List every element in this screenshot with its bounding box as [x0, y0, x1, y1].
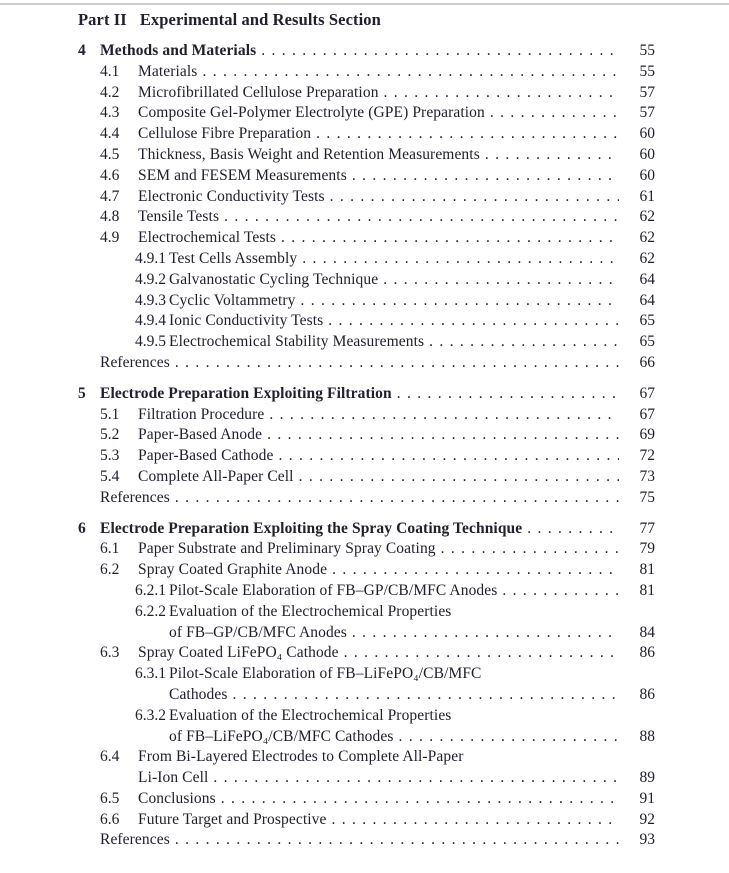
page-number: 91	[639, 789, 655, 807]
toc-entry-row	[78, 249, 655, 270]
dot-leader	[344, 643, 619, 664]
toc-entry-row	[78, 643, 655, 664]
part-header	[78, 9, 655, 31]
entry-title: Electrode Preparation Exploiting Filtration	[100, 384, 392, 402]
page-number: 62	[639, 249, 655, 267]
dot-leader	[269, 405, 619, 426]
page-number: 66	[639, 353, 655, 371]
page-number: 69	[639, 426, 655, 444]
toc-entry-row	[78, 166, 655, 187]
page-number: 64	[639, 270, 655, 288]
toc-entry-row	[78, 291, 655, 312]
entry-title: References	[100, 353, 170, 371]
entry-title: Microfibrillated Cellulose Preparation	[138, 83, 379, 101]
entry-number: 4.9	[100, 229, 120, 247]
page-number: 61	[639, 187, 655, 205]
toc-entry-row	[78, 768, 655, 789]
page-number: 60	[639, 166, 655, 184]
entry-title: SEM and FESEM Measurements	[138, 166, 347, 184]
dot-leader	[328, 311, 619, 332]
entry-title: Pilot-Scale Elaboration of FB–LiFePO₄/CB/MFC	[169, 665, 482, 683]
toc-entry-row	[78, 187, 655, 208]
page-number: 62	[639, 229, 655, 247]
toc-entry-row	[78, 747, 655, 768]
page-number: 73	[639, 467, 655, 485]
dot-leader	[384, 83, 619, 104]
entry-title: Evaluation of the Electrochemical Properties	[169, 602, 452, 620]
dot-leader	[429, 332, 619, 353]
page-number: 57	[639, 83, 655, 101]
toc-chapter-row	[78, 519, 655, 540]
dot-leader	[281, 228, 619, 249]
entry-title: of FB–GP/CB/MFC Anodes	[169, 623, 347, 641]
entry-number: 6.6	[100, 810, 120, 828]
entry-number: 4.4	[100, 125, 120, 143]
entry-title: Filtration Procedure	[138, 405, 265, 423]
toc-entry-row	[78, 602, 655, 623]
entry-number: 6.2.1	[135, 581, 166, 599]
dot-leader	[441, 539, 619, 560]
entry-number: 4.5	[100, 145, 120, 163]
toc-entry-row	[78, 270, 655, 291]
entry-title: Evaluation of the Electrochemical Properties	[169, 706, 452, 724]
entry-title: Ionic Conductivity Tests	[169, 312, 324, 330]
entry-title: Spray Coated LiFePO₄ Cathode	[138, 644, 339, 662]
entry-number: 4.9.3	[135, 291, 166, 309]
entry-title: Paper-Based Anode	[138, 426, 263, 444]
toc-entry-row	[78, 446, 655, 467]
entry-number: 6	[78, 519, 86, 537]
entry-title: Pilot-Scale Elaboration of FB–GP/CB/MFC Anodes	[169, 581, 498, 599]
page-number: 79	[639, 540, 655, 558]
dot-leader	[485, 145, 619, 166]
page-number: 62	[639, 208, 655, 226]
entry-number: 5.2	[100, 426, 120, 444]
entry-number: 4.3	[100, 104, 120, 122]
toc-entry-row	[78, 311, 655, 332]
dot-leader	[224, 207, 619, 228]
entry-number: 6.3.1	[135, 665, 166, 683]
part-title: Experimental and Results Section	[139, 10, 381, 29]
page-number: 92	[639, 810, 655, 828]
entry-title: Li-Ion Cell	[138, 769, 209, 787]
entry-number: 5	[78, 384, 86, 402]
entry-number: 4.7	[100, 187, 120, 205]
entry-number: 4.9.1	[135, 249, 166, 267]
entry-number: 6.4	[100, 748, 120, 766]
dot-leader	[175, 830, 619, 851]
entry-title: Future Target and Prospective	[138, 810, 327, 828]
entry-number: 4.9.2	[135, 270, 166, 288]
toc-entry-row	[78, 539, 655, 560]
toc-page	[78, 9, 655, 851]
page-number: 55	[639, 62, 655, 80]
entry-title: Complete All-Paper Cell	[138, 467, 294, 485]
page-number: 93	[639, 831, 655, 849]
toc-references-row	[78, 353, 655, 374]
chapter-block	[78, 41, 655, 374]
toc-entry-row	[78, 467, 655, 488]
entry-title: Tensile Tests	[138, 208, 220, 226]
page-number: 64	[639, 291, 655, 309]
entry-title: Paper-Based Cathode	[138, 447, 274, 465]
toc-entry-row	[78, 228, 655, 249]
entry-title: Electrochemical Tests	[138, 229, 277, 247]
entry-title: From Bi-Layered Electrodes to Complete All-Paper	[138, 748, 464, 766]
entry-number: 4.9.4	[135, 312, 166, 330]
toc-entry-row	[78, 706, 655, 727]
entry-title: References	[100, 831, 170, 849]
toc-entry-row	[78, 789, 655, 810]
toc-entry-row	[78, 103, 655, 124]
dot-leader	[233, 685, 620, 706]
entry-title: Thickness, Basis Weight and Retention Measurements	[138, 145, 480, 163]
toc-entry-row	[78, 560, 655, 581]
dot-leader	[202, 62, 619, 83]
entry-number: 4.9.5	[135, 333, 166, 351]
toc-entry-row	[78, 62, 655, 83]
entry-title: Spray Coated Graphite Anode	[138, 561, 328, 579]
dot-leader	[490, 103, 619, 124]
dot-leader	[330, 187, 619, 208]
part-label: Part II	[78, 10, 127, 29]
dot-leader	[316, 124, 619, 145]
dot-leader	[502, 581, 619, 602]
toc-entry-row	[78, 405, 655, 426]
entry-title: Galvanostatic Cycling Technique	[169, 270, 379, 288]
entry-number: 6.1	[100, 540, 120, 558]
page-number: 60	[639, 145, 655, 163]
entry-number: 4.2	[100, 83, 120, 101]
page-number: 77	[639, 519, 655, 537]
entry-title: Composite Gel-Polymer Electrolyte (GPE) Preparation	[138, 104, 485, 122]
entry-title: Paper Substrate and Preliminary Spray Coating	[138, 540, 436, 558]
entry-number: 5.3	[100, 447, 120, 465]
toc-entry-row	[78, 685, 655, 706]
chapter-block	[78, 384, 655, 509]
page-number: 81	[639, 581, 655, 599]
dot-leader	[397, 384, 619, 405]
dot-leader	[352, 166, 619, 187]
toc-entry-row	[78, 332, 655, 353]
page-top-divider	[0, 3, 729, 5]
dot-leader	[352, 623, 619, 644]
entry-title: Electrode Preparation Exploiting the Spray Coating Technique	[100, 519, 523, 537]
chapters	[78, 41, 655, 851]
toc-entry-row	[78, 207, 655, 228]
dot-leader	[383, 270, 619, 291]
entry-title: Electrochemical Stability Measurements	[169, 333, 425, 351]
entry-title: Test Cells Assembly	[169, 249, 298, 267]
toc-entry-row	[78, 664, 655, 685]
entry-number: 5.4	[100, 467, 120, 485]
toc-entry-row	[78, 623, 655, 644]
page-number: 57	[639, 104, 655, 122]
entry-number: 4	[78, 42, 86, 59]
dot-leader	[221, 789, 619, 810]
toc-references-row	[78, 488, 655, 509]
page-number: 75	[639, 488, 655, 506]
entry-title: Methods and Materials	[100, 42, 257, 59]
page-number: 65	[639, 312, 655, 330]
entry-number: 6.3.2	[135, 706, 166, 724]
entry-title: Electronic Conductivity Tests	[138, 187, 325, 205]
dot-leader	[302, 249, 619, 270]
entry-number: 6.3	[100, 644, 120, 662]
entry-number: 6.2.2	[135, 602, 166, 620]
toc-entry-row	[78, 727, 655, 748]
page-number: 67	[639, 384, 655, 402]
dot-leader	[175, 488, 619, 509]
page-number: 65	[639, 333, 655, 351]
toc-chapter-row	[78, 41, 655, 62]
dot-leader	[175, 353, 619, 374]
page-number: 89	[639, 769, 655, 787]
toc-entry-row	[78, 425, 655, 446]
toc-entry-row	[78, 810, 655, 831]
dot-leader	[278, 446, 619, 467]
entry-title: of FB–LiFePO₄/CB/MFC Cathodes	[169, 727, 394, 745]
dot-leader	[332, 560, 619, 581]
dot-leader	[299, 467, 619, 488]
entry-title: Materials	[138, 62, 198, 80]
toc-entry-row	[78, 145, 655, 166]
entry-title: Cellulose Fibre Preparation	[138, 125, 312, 143]
dot-leader	[213, 768, 619, 789]
page-number: 72	[639, 447, 655, 465]
page-number: 67	[639, 405, 655, 423]
entry-number: 4.6	[100, 166, 120, 184]
toc-chapter-row	[78, 384, 655, 405]
entry-number: 6.2	[100, 561, 120, 579]
dot-leader	[332, 810, 620, 831]
toc-entry-row	[78, 83, 655, 104]
entry-title: References	[100, 488, 170, 506]
entry-title: Cathodes	[169, 685, 228, 703]
entry-number: 6.5	[100, 789, 120, 807]
dot-leader	[398, 727, 619, 748]
page-number: 55	[639, 42, 655, 59]
page-number: 86	[639, 644, 655, 662]
page-number: 60	[639, 125, 655, 143]
chapter-block	[78, 519, 655, 852]
page-number: 81	[639, 561, 655, 579]
page-number: 88	[639, 727, 655, 745]
entry-number: 5.1	[100, 405, 120, 423]
page-number: 84	[639, 623, 655, 641]
entry-title: Conclusions	[138, 789, 216, 807]
entry-number: 4.8	[100, 208, 120, 226]
toc-entry-row	[78, 581, 655, 602]
dot-leader	[527, 519, 619, 540]
entry-title: Cyclic Voltammetry	[169, 291, 296, 309]
dot-leader	[261, 41, 619, 62]
dot-leader	[301, 291, 619, 312]
dot-leader	[267, 425, 619, 446]
toc-references-row	[78, 830, 655, 851]
page-number: 86	[639, 685, 655, 703]
toc-entry-row	[78, 124, 655, 145]
entry-number: 4.1	[100, 62, 120, 80]
